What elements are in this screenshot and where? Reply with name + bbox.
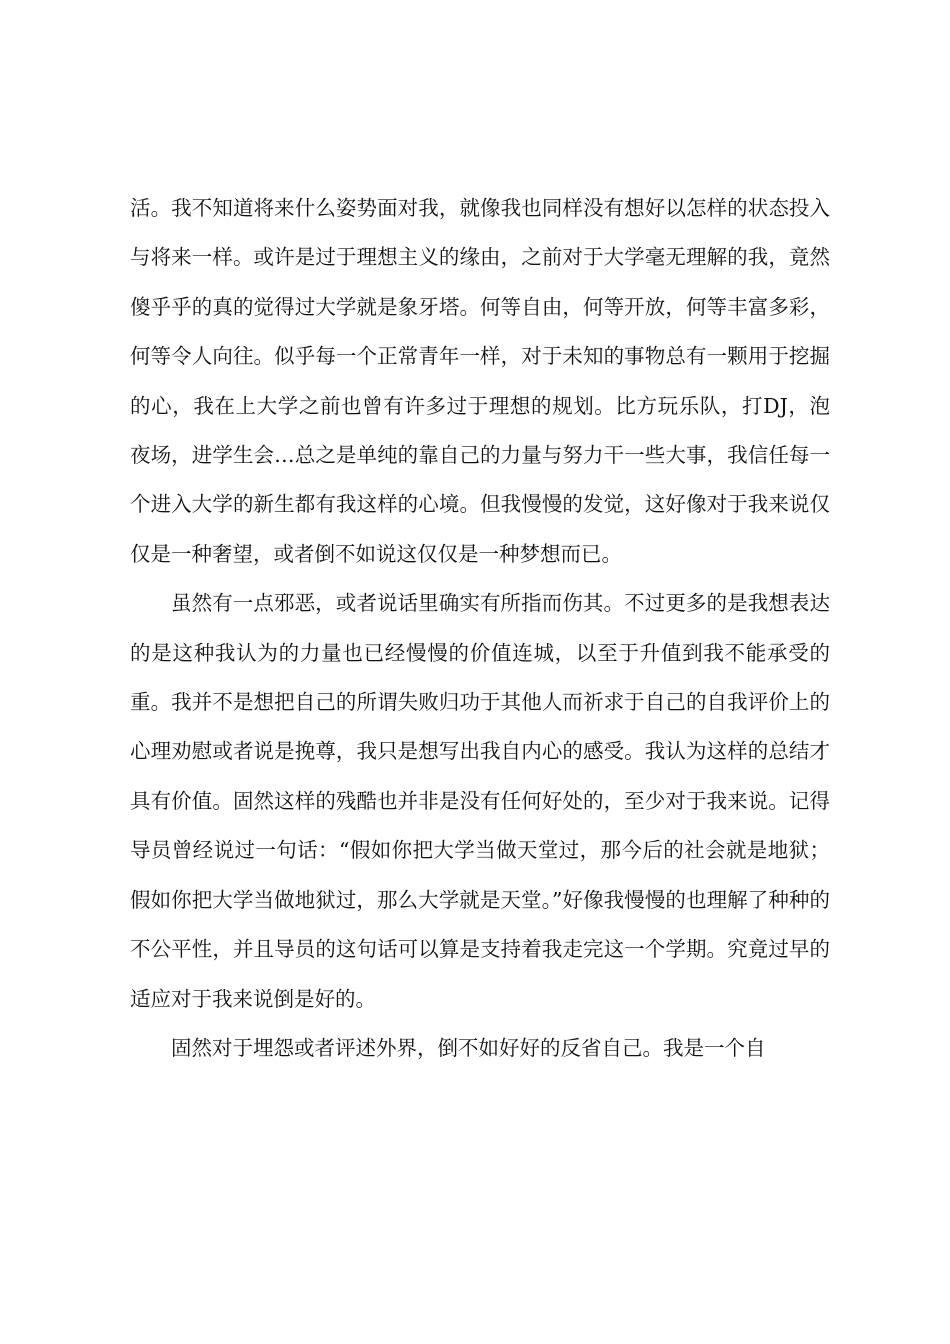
paragraph-1: 活。我不知道将来什么姿势面对我，就像我也同样没有想好以怎样的状态投入与将来一样。或许是过于理想主义的缘由，之前对于大学毫无理解的我，竟然傻乎乎的真的觉得过大学就是象牙塔。何等自由，何等开放，何等丰富多彩，何等令人向往。似乎每一个正常青年一样，对于未知的事物总有一颗用于挖掘的心，我在上大学之前也曾有许多过于理想的规划。比方玩乐队，打DJ，泡夜场，进学生会…总之是单纯的靠自己的力量与努力干一些大事，我信任每一个进入大学的新生都有我这样的心境。但我慢慢的发觉，这好像对于我来说仅仅是一种奢望，或者倒不如说这仅仅是一种梦想而已。: [130, 196, 830, 566]
paragraph-3: 固然对于埋怨或者评述外界，倒不如好好的反省自己。我是一个自: [171, 1035, 766, 1060]
document-body: [130, 184, 830, 1073]
paragraph-2: 虽然有一点邪恶，或者说话里确实有所指而伤其。不过更多的是我想表达的是这种我认为的力量也已经慢慢的价值连城，以至于升值到我不能承受的重。我并不是想把自己的所谓失败归功于其他人而祈求于自己的自我评价上的心理劝慰或者说是挽尊，我只是想写出我自内心的感受。我认为这样的总结才具有价值。固然这样的残酷也并非是没有任何好处的，至少对于我来说。记得导员曾经说过一句话：“假如你把大学当做天堂过，那今后的社会就是地狱；假如你把大学当做地狱过，那么大学就是天堂。”好像我慢慢的也理解了种种的不公平性，并且导员的这句话可以算是支持着我走完这一个学期。究竟过早的适应对于我来说倒是好的。: [130, 591, 830, 1011]
